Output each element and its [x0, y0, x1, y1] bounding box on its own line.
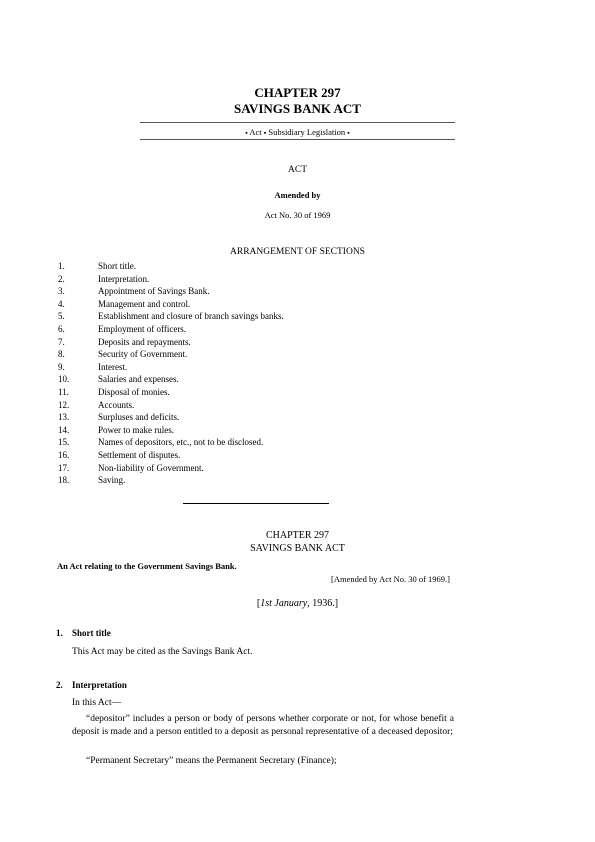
definition-depositor: “depositor” includes a person or body of persons whether corporate or not, for whose benefit a deposit is made and a person entitled to a deposit as personal representative of a deceased depositor;	[72, 714, 454, 737]
arrangement-item-title: Non-liability of Government.	[98, 462, 204, 473]
arrangement-item[interactable]	[58, 285, 458, 298]
section-title: Short title	[72, 628, 111, 638]
arrangement-item-title: Security of Government.	[98, 349, 188, 360]
amending-act: Act No. 30 of 1969	[264, 210, 331, 220]
long-title: An Act relating to the Government Savings Bank.	[57, 561, 237, 571]
arrangement-item[interactable]	[58, 386, 458, 399]
arrangement-item-title: Accounts.	[98, 399, 135, 410]
act-link[interactable]: Act	[249, 127, 262, 137]
arrangement-item-number: 17.	[58, 462, 70, 473]
top-rule	[140, 122, 455, 123]
arrangement-item-number: 4.	[58, 298, 65, 309]
definition-permanent-secretary: “Permanent Secretary” means the Permanent Secretary (Finance);	[86, 756, 337, 766]
section-1-text: This Act may be cited as the Savings Bank Act.	[72, 647, 253, 657]
arrangement-item-number: 3.	[58, 286, 65, 297]
commencement-date	[0, 598, 595, 609]
arrangement-item-number: 16.	[58, 449, 70, 460]
arrangement-item-number: 10.	[58, 374, 70, 385]
arrangement-item-title: Management and control.	[98, 298, 191, 309]
arrangement-item[interactable]	[58, 462, 458, 475]
arrangement-item-title: Interpretation.	[98, 273, 150, 284]
arrangement-item-title: Saving.	[98, 475, 126, 486]
arrangement-item[interactable]	[58, 273, 458, 286]
arrangement-item-title: Names of depositors, etc., not to be disclosed.	[98, 437, 264, 448]
arrangement-item[interactable]	[58, 399, 458, 412]
arrangement-item-title: Short title.	[98, 261, 136, 271]
arrangement-item-title: Settlement of disputes.	[98, 449, 181, 460]
arrangement-item-title: Appointment of Savings Bank.	[98, 286, 210, 297]
chapter-heading: CHAPTER 297	[254, 85, 341, 100]
section-number: 2.	[56, 680, 63, 690]
bottom-rule	[140, 139, 455, 140]
amended-note-text: [Amended by Act No. 30 of 1969.]	[331, 574, 450, 584]
arrangement-item-title: Employment of officers.	[98, 323, 187, 334]
arrangement-item[interactable]	[58, 298, 458, 311]
arrangement-item-number: 14.	[58, 424, 70, 435]
arrangement-item-title: Disposal of monies.	[98, 386, 170, 397]
arrangement-item-number: 9.	[58, 361, 65, 372]
arrangement-item[interactable]	[58, 323, 458, 336]
bullet-icon: ▪	[245, 129, 248, 137]
section-separator	[183, 503, 329, 504]
section-title: Interpretation	[72, 680, 127, 690]
arrangement-item-title: Establishment and closure of branch savings banks.	[98, 311, 284, 322]
section-2-intro: In this Act—	[72, 698, 122, 708]
arrangement-item-number: 1.	[58, 261, 65, 271]
arrangement-item[interactable]	[58, 424, 458, 437]
arrangement-item-number: 7.	[58, 336, 65, 347]
amended-by-label: Amended by	[274, 190, 321, 200]
commencement-open: [	[256, 598, 261, 609]
arrangement-item-number: 13.	[58, 412, 70, 423]
body-chapter-heading: CHAPTER 297	[265, 530, 330, 541]
arrangement-item[interactable]	[58, 436, 458, 449]
arrangement-item[interactable]	[58, 449, 458, 462]
section-number: 1.	[56, 628, 63, 638]
arrangement-item-title: Deposits and repayments.	[98, 336, 191, 347]
arrangement-item[interactable]	[58, 411, 458, 424]
arrangement-item-number: 2.	[58, 273, 65, 284]
arrangement-item[interactable]	[58, 260, 458, 273]
arrangement-item[interactable]	[58, 474, 458, 487]
commencement-day: 1st January	[260, 598, 308, 609]
body-act-title: SAVINGS BANK ACT	[250, 543, 345, 554]
arrangement-item-number: 18.	[58, 475, 70, 486]
arrangement-item[interactable]	[58, 310, 458, 323]
arrangement-item-number: 8.	[58, 349, 65, 360]
arrangement-item-title: Power to make rules.	[98, 424, 174, 435]
arrangement-item[interactable]	[58, 373, 458, 386]
arrangement-item[interactable]	[58, 348, 458, 361]
arrangement-item-number: 12.	[58, 399, 70, 410]
legislation-links	[0, 127, 595, 137]
subsidiary-legislation-link[interactable]: Subsidiary Legislation	[268, 127, 346, 137]
arrangement-item-number: 15.	[58, 437, 70, 448]
arrangement-item[interactable]	[58, 336, 458, 349]
arrangement-list	[58, 260, 458, 487]
arrangement-item-number: 11.	[58, 386, 69, 397]
arrangement-item-number: 6.	[58, 323, 65, 334]
arrangement-item-title: Interest.	[98, 361, 128, 372]
arrangement-heading: ARRANGEMENT OF SECTIONS	[230, 247, 365, 257]
amended-note	[200, 574, 450, 584]
act-label: ACT	[288, 165, 307, 175]
bullet-icon: ▪	[347, 129, 350, 137]
arrangement-item-title: Surpluses and deficits.	[98, 412, 180, 423]
act-title-heading: SAVINGS BANK ACT	[234, 101, 361, 116]
arrangement-item-title: Salaries and expenses.	[98, 374, 179, 385]
arrangement-item[interactable]	[58, 361, 458, 374]
bullet-icon: ▪	[263, 129, 267, 137]
commencement-year: , 1936.]	[307, 598, 339, 609]
arrangement-item-number: 5.	[58, 311, 65, 322]
